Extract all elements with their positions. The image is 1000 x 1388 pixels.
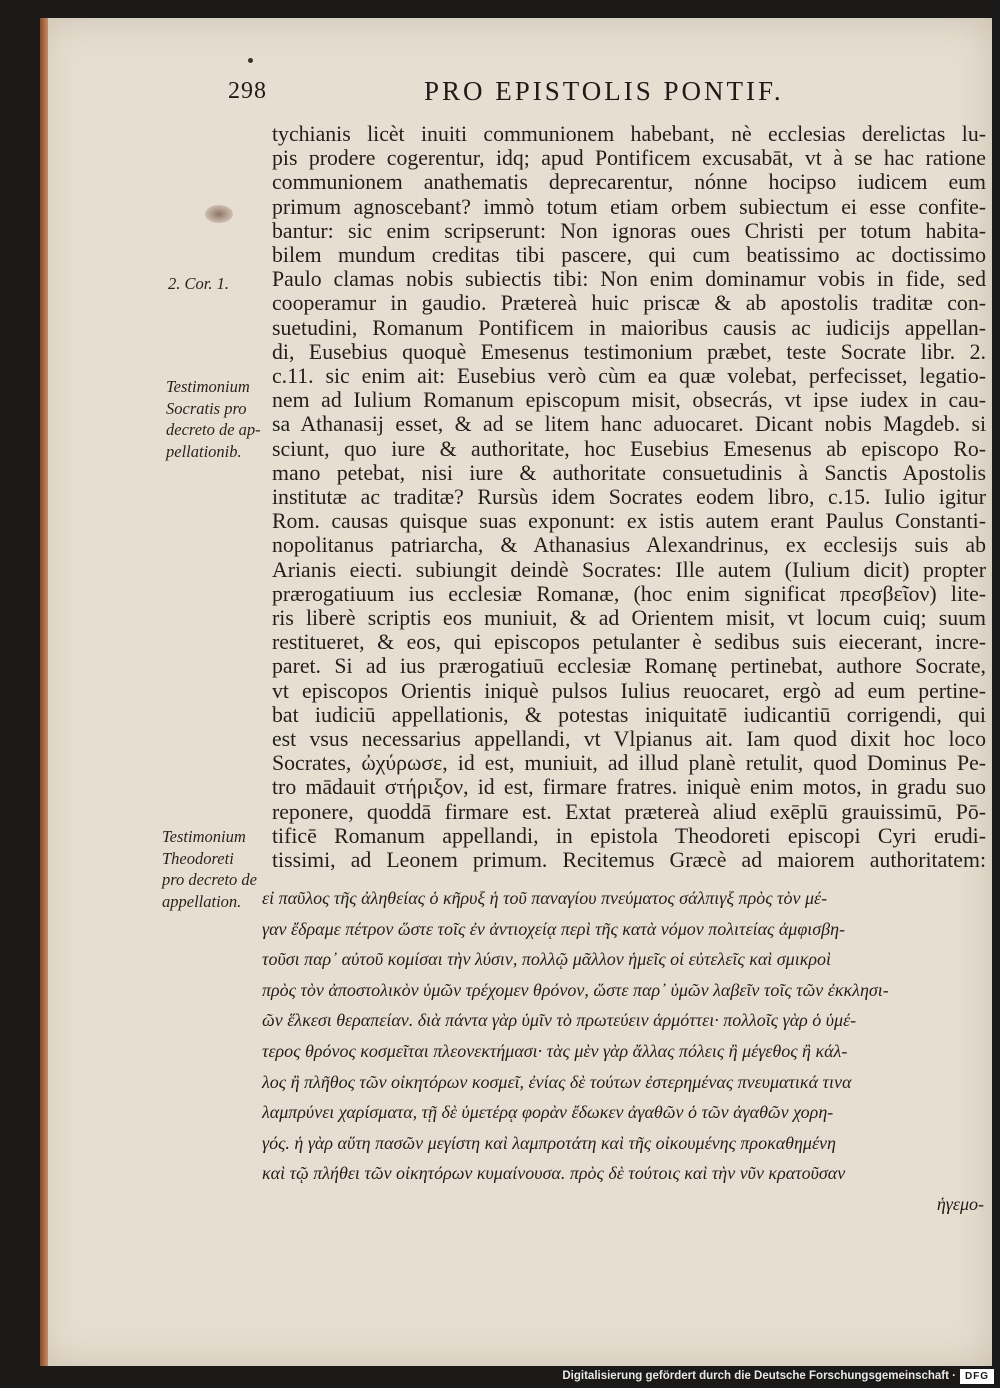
greek-line: λαμπρύνει χαρίσματα, τῇ δὲ ὑμετέρᾳ φορὰν ἔδωκεν ἀγαθῶν ὁ τῶν ἀγαθῶν χορη- [262,1102,834,1123]
text-line: suetudini, Romanum Pontificem in maioribus causis ac iudicijs appellan- [272,315,986,340]
text-line: nem ad Iulium Romanum episcopum misit, obsecrás, vt ipse iudex in cau- [272,388,986,413]
text-line: cooperamur in gaudio. Prætereà huic priscæ & ab apostolis traditæ con- [272,291,986,316]
text-line: ris liberè scriptis eos muniuit, & ad Orientem misit, vt locum cuiq; suum [272,606,986,631]
text-line: Arianis eiecti. subiungit deindè Socrates: Ille autem (Iulium dicit) propter [272,557,986,582]
text-line: c.11. sic enim ait: Eusebius verò cùm ea quæ volebat, perfecisset, legatio- [272,364,986,389]
catchword: ἡγεμο- [936,1193,984,1214]
text-line: di, Eusebius quoquè Emesenus testimonium præbet, teste Socrate libr. 2. [272,339,986,364]
text-line: institutæ ac traditæ? Rursùs idem Socrates eodem libro, c.15. Iulio igitur [272,485,986,510]
margin-line: Testimonium [162,827,246,846]
text-line: bat iudiciū appellationis, & potestas iniquitatē iudicantiū corrigendi, qui [272,702,986,727]
text-line: tificē Romanum appellandi, in epistola Theodoreti episcopi Cyri erudi- [272,823,986,848]
margin-note-cor [168,273,229,295]
text-line: prærogatiuum ius ecclesiæ Romanæ, (hoc enim significat πρεσβεῖον) lite- [272,581,986,606]
page-number: 298 [228,78,267,104]
greek-line: λος ἢ πλῆθος τῶν οἰκητόρων κοσμεῖ, ἐνίας δὲ τούτων ἐστερημένας πνευματικά τινα [262,1071,852,1092]
text-line: primum agnoscebant? immò totum etiam orbem subiectum ei esse confite- [272,194,986,219]
greek-line: τερος θρόνος κοσμεῖται πλεονεκτήμασι· τὰς μὲν γὰρ ἄλλας πόλεις ἢ μέγεθος ἢ κάλ- [262,1040,848,1061]
margin-line: Socratis pro [166,398,247,418]
text-line: tissimi, ad Leonem primum. Recitemus Græcè ad maiorem authoritatem: [272,848,986,873]
funding-credit: Digitalisierung gefördert durch die Deutsche Forschungsgemeinschaft · [562,1370,956,1382]
greek-line: εἰ παῦλος τῆς ἀληθείας ὁ κῆρυξ ἡ τοῦ παναγίου πνεύματος σάλπιγξ πρὸς τὸν μέ- [262,888,828,908]
text-line: tro mādauit στήριξον, id est, firmare fratres. iniquè enim motos, in gradu suo [272,775,986,800]
margin-note-socrates [166,376,261,462]
margin-line: Theodoreti [162,848,234,868]
margin-note-theodoret [162,826,257,912]
text-line: sciunt, quo iure & authoritate, hoc Eusebius Emesenus ab episcopo Ro- [272,436,986,461]
text-line: paret. Si ad ius prærogatiuū ecclesiæ Romanę pertinebat, authore Socrate, [272,654,986,679]
margin-line: 2. Cor. 1. [168,274,229,293]
text-line: communionem anathematis deprecarentur, nónne hocipso iudicem eum [272,170,986,195]
greek-line: πρὸς τὸν ἀποστολικὸν ὑμῶν τρέχομεν θρόνον, ὥστε παρ᾽ ὑμῶν λαβεῖν τοῖς τῶν ἐκκλησι- [262,979,889,1000]
text-line: bilem mundum creditas tibi pascere, qui cum beatissimo ac doctissimo [272,243,986,268]
greek-line: γαν ἔδραμε πέτρον ὥστε τοῖς ἐν ἀντιοχείᾳ περὶ τῆς κατὰ νόμον πολιτείας ἀμφισβη- [262,918,846,939]
text-line: est vsus necessarius appellandi, vt Vlpianus ait. Iam quod dixit hoc loco [272,727,986,752]
text-line: tychianis licèt inuiti communionem habebant, nè ecclesias derelictas lu- [272,122,986,146]
text-line: Socrates, ὠχύρωσε, id est, muniuit, ad illud planè retulit, quod Dominus Pe- [272,751,986,776]
footer-bar [0,1366,1000,1388]
dfg-logo: DFG [960,1369,994,1384]
text-line: Paulo clamas nobis subiectis tibi: Non enim dominamur vobis in fide, sed [272,267,986,292]
greek-quotation [262,883,984,1220]
running-head: PRO EPISTOLIS PONTIF. [424,76,784,106]
text-line: pis prodere cogerentur, idq; apud Pontificem excusabāt, vt à se hac ratione [272,146,986,171]
body-text [272,122,986,872]
greek-line: καὶ τῷ πλήθει τῶν οἰκητόρων κυμαίνουσα. πρὸς δὲ τούτοις καὶ τὴν νῦν κρατοῦσαν [262,1163,846,1184]
margin-line: appellation. [162,891,242,911]
margin-line: pellationib. [166,441,242,461]
text-line: bantur: sic enim scripserunt: Non ignoras oues Christi per totum habita- [272,218,986,243]
margin-line: Testimonium [166,377,250,396]
text-line: vt episcopos Orientis iniquè pulsos Iulius reuocaret, ergò ad eum pertine- [272,678,986,703]
greek-line: τοῦσι παρ᾽ αὐτοῦ κομίσαι τὴν λύσιν, πολλῷ μᾶλλον ἡμεῖς οἱ εὐτελεῖς καὶ σμικροὶ [262,949,831,970]
text-line: nopolitanus patriarcha, & Athanasius Alexandrinus, ex ecclesijs suis ab [272,533,986,558]
text-line: restitueret, & eos, qui episcopos petulanter è sedibus suis eiecerant, incre- [272,630,986,655]
ink-dot [248,58,253,63]
text-line: mano petebat, nisi iure & authoritate consuetudinis à Sanctis Apostolis [272,460,986,485]
page-stain [205,205,233,223]
text-line: Rom. causas quisque suas exponunt: ex istis autem erant Paulus Constanti- [272,509,986,534]
page-edge [40,18,48,1366]
text-line: sa Athanasij esset, & ad se litem hanc aduocaret. Dicant nobis Magdeb. si [272,412,986,437]
greek-line: γός. ἡ γὰρ αὕτη πασῶν μεγίστη καὶ λαμπροτάτη καὶ τῆς οἰκουμένης προκαθημένη [262,1132,836,1153]
greek-line: ῶν ἕλκεσι θεραπείαν. διὰ πάντα γὰρ ὑμῖν τὸ πρωτεύειν ἁρμόττει· πολλοῖς γὰρ ὁ ὑμέ- [262,1010,857,1031]
margin-line: pro decreto de [162,870,257,889]
margin-line: decreto de ap- [166,420,261,439]
text-line: reponere, quoddā firmare est. Extat prætereà aliud exēplū grauissimū, Pō- [272,799,986,824]
